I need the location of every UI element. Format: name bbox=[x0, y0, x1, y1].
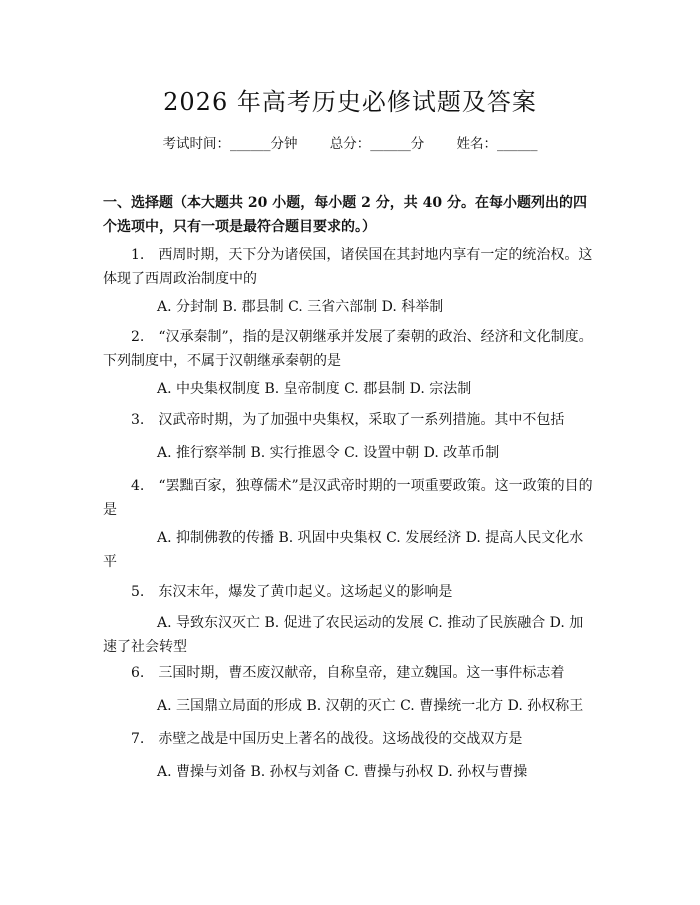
question-stem: 三国时期，曹丕废汉献帝，自称皇帝，建立魏国。这一事件标志着 bbox=[158, 665, 565, 681]
question-2-options: A. 中央集权制度 B. 皇帝制度 C. 郡县制 D. 宗法制 bbox=[157, 381, 472, 397]
question-4-options: A. 抑制佛教的传播 B. 巩固中央集权 C. 发展经济 D. 提高人民文化水平 bbox=[103, 530, 584, 570]
question-2: 2. “汉承秦制”，指的是汉朝继承并发展了秦朝的政治、经济和文化制度。下列制度中，不属于汉朝继承秦朝的是 bbox=[103, 329, 593, 369]
question-1-options: A. 分封制 B. 郡县制 C. 三省六部制 D. 科举制 bbox=[157, 299, 444, 315]
student-name: 姓名：______ bbox=[456, 136, 538, 152]
page-title: 2026 年高考历史必修试题及答案 bbox=[163, 88, 537, 116]
question-stem: 西周时期，天下分为诸侯国，诸侯国在其封地内享有一定的统治权。这体现了西周政治制度中的 bbox=[103, 247, 593, 287]
question-stem: 赤壁之战是中国历史上著名的战役。这场战役的交战双方是 bbox=[158, 731, 523, 747]
question-6: 6. 三国时期，曹丕废汉献帝，自称皇帝，建立魏国。这一事件标志着 bbox=[131, 665, 565, 681]
question-5-options: A. 导致东汉灭亡 B. 促进了农民运动的发展 C. 推动了民族融合 D. 加速了社会转型 bbox=[103, 615, 584, 655]
exam-score: 总分：______分 bbox=[329, 136, 425, 152]
question-5: 5. 东汉末年，爆发了黄巾起义。这场起义的影响是 bbox=[131, 584, 453, 600]
question-4: 4. “罢黜百家，独尊儒术”是汉武帝时期的一项重要政策。这一政策的目的是 bbox=[103, 478, 593, 518]
question-3-options: A. 推行察举制 B. 实行推恩令 C. 设置中朝 D. 改革币制 bbox=[157, 445, 500, 461]
question-7: 7. 赤壁之战是中国历史上著名的战役。这场战役的交战双方是 bbox=[131, 731, 523, 747]
question-stem: 东汉末年，爆发了黄巾起义。这场起义的影响是 bbox=[158, 584, 453, 600]
question-3: 3. 汉武帝时期，为了加强中央集权，采取了一系列措施。其中不包括 bbox=[131, 412, 565, 428]
exam-time: 考试时间：______分钟 bbox=[162, 136, 298, 152]
exam-meta bbox=[0, 132, 700, 152]
question-7-options: A. 曹操与刘备 B. 孙权与刘备 C. 曹操与孙权 D. 孙权与曹操 bbox=[157, 764, 528, 780]
question-stem: “汉承秦制”，指的是汉朝继承并发展了秦朝的政治、经济和文化制度。下列制度中，不属于汉朝继承秦朝的是 bbox=[103, 329, 593, 369]
question-stem: “罢黜百家，独尊儒术”是汉武帝时期的一项重要政策。这一政策的目的是 bbox=[103, 478, 593, 518]
question-6-options: A. 三国鼎立局面的形成 B. 汉朝的灭亡 C. 曹操统一北方 D. 孙权称王 bbox=[157, 698, 584, 714]
section-heading: 一、选择题（本大题共 20 小题，每小题 2 分，共 40 分。在每小题列出的四个选项中，只有一项是最符合题目要求的。） bbox=[103, 195, 587, 235]
question-1: 1. 西周时期，天下分为诸侯国，诸侯国在其封地内享有一定的统治权。这体现了西周政治制度中的 bbox=[103, 247, 593, 287]
question-stem: 汉武帝时期，为了加强中央集权，采取了一系列措施。其中不包括 bbox=[158, 412, 565, 428]
